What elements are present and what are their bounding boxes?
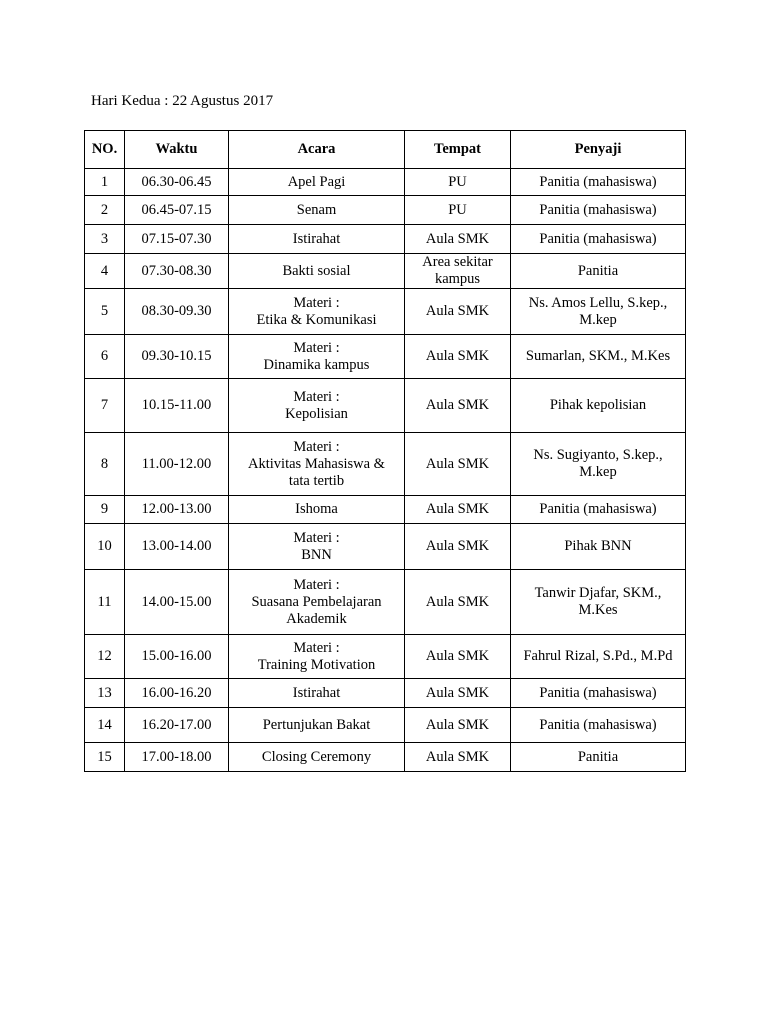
cell-tempat — [405, 743, 511, 772]
cell-waktu: 15.00-16.00 — [125, 635, 229, 679]
cell-no: 10 — [85, 524, 125, 570]
table-row — [85, 196, 686, 225]
cell-penyaji — [511, 570, 686, 635]
cell-acara-line: Senam — [296, 201, 337, 218]
cell-tempat-line: Aula SMK — [425, 397, 490, 413]
column-header-tempat: Tempat — [405, 131, 511, 169]
cell-tempat — [405, 379, 511, 433]
cell-waktu: 16.20-17.00 — [125, 708, 229, 743]
cell-penyaji-line: Panitia (mahasiswa) — [539, 716, 657, 733]
table-row — [85, 225, 686, 254]
table-row — [85, 708, 686, 743]
cell-penyaji-line: Pihak kepolisian — [549, 397, 647, 413]
cell-penyaji-line: Panitia (mahasiswa) — [539, 501, 657, 517]
table-row — [85, 743, 686, 772]
cell-waktu: 07.15-07.30 — [125, 225, 229, 254]
cell-acara-line: Materi : — [293, 388, 340, 405]
cell-acara-line: tata tertib — [288, 472, 345, 489]
cell-penyaji — [511, 196, 686, 225]
table-row — [85, 379, 686, 433]
cell-acara — [229, 225, 405, 254]
cell-tempat-line: Aula SMK — [425, 455, 490, 472]
cell-acara-line: Suasana Pembelajaran — [251, 593, 382, 610]
cell-waktu: 06.45-07.15 — [125, 196, 229, 225]
table-row — [85, 635, 686, 679]
cell-acara — [229, 254, 405, 289]
table-row — [85, 289, 686, 335]
table-header-row — [85, 131, 686, 169]
cell-waktu: 14.00-15.00 — [125, 570, 229, 635]
cell-tempat-line: kampus — [434, 271, 481, 287]
cell-penyaji-line: Ns. Amos Lellu, S.kep., — [528, 294, 668, 311]
cell-penyaji — [511, 289, 686, 335]
cell-penyaji-line: Panitia (mahasiswa) — [539, 173, 657, 190]
cell-tempat-line: Aula SMK — [425, 684, 490, 701]
cell-acara-line: Akademik — [286, 610, 347, 627]
cell-penyaji — [511, 335, 686, 379]
cell-acara — [229, 496, 405, 524]
table-body — [85, 169, 686, 772]
cell-penyaji — [511, 743, 686, 772]
cell-tempat — [405, 225, 511, 254]
cell-acara-line: Dinamika kampus — [263, 356, 370, 373]
cell-tempat-line: Aula SMK — [425, 593, 490, 610]
table-row — [85, 169, 686, 196]
cell-acara-line: Kepolisian — [285, 405, 348, 422]
cell-penyaji — [511, 679, 686, 708]
cell-tempat-line: Aula SMK — [425, 501, 490, 517]
cell-no: 4 — [85, 254, 125, 289]
cell-no: 12 — [85, 635, 125, 679]
cell-tempat-line: Aula SMK — [425, 348, 490, 364]
cell-tempat — [405, 496, 511, 524]
cell-penyaji-line: M.kep — [579, 311, 617, 328]
cell-tempat — [405, 335, 511, 379]
cell-waktu: 13.00-14.00 — [125, 524, 229, 570]
cell-no: 8 — [85, 433, 125, 496]
cell-penyaji — [511, 379, 686, 433]
cell-tempat-line: Aula SMK — [425, 748, 490, 765]
cell-penyaji-line: M.kep — [579, 464, 617, 480]
cell-tempat — [405, 679, 511, 708]
cell-penyaji-line: Ns. Sugiyanto, S.kep., — [533, 447, 663, 463]
cell-no: 2 — [85, 196, 125, 225]
cell-tempat-line: Area sekitar — [422, 254, 493, 270]
cell-acara-line: Materi : — [293, 529, 340, 546]
cell-acara-line: BNN — [301, 546, 332, 563]
cell-tempat-line: PU — [448, 173, 467, 190]
cell-tempat — [405, 169, 511, 196]
page-title: Hari Kedua : 22 Agustus 2017 — [91, 93, 274, 109]
cell-tempat — [405, 196, 511, 225]
cell-acara — [229, 743, 405, 772]
cell-acara-line: Etika & Komunikasi — [256, 311, 377, 328]
table-row — [85, 433, 686, 496]
cell-penyaji-line: Sumarlan, SKM., M.Kes — [525, 348, 671, 364]
column-header-acara: Acara — [229, 131, 405, 169]
cell-penyaji-line: Panitia (mahasiswa) — [539, 684, 657, 701]
cell-tempat — [405, 570, 511, 635]
cell-tempat-line: Aula SMK — [425, 303, 490, 319]
cell-tempat — [405, 635, 511, 679]
cell-waktu: 09.30-10.15 — [125, 335, 229, 379]
table-row — [85, 335, 686, 379]
cell-waktu: 06.30-06.45 — [125, 169, 229, 196]
cell-penyaji-line: M.Kes — [578, 602, 618, 618]
cell-tempat-line: Aula SMK — [425, 538, 490, 554]
cell-penyaji-line: Panitia (mahasiswa) — [539, 201, 657, 218]
cell-penyaji-line: Panitia (mahasiswa) — [539, 230, 657, 247]
cell-no: 11 — [85, 570, 125, 635]
cell-acara-line: Materi : — [293, 339, 340, 356]
cell-acara — [229, 679, 405, 708]
cell-acara — [229, 379, 405, 433]
cell-tempat-line: Aula SMK — [425, 716, 490, 733]
cell-waktu: 12.00-13.00 — [125, 496, 229, 524]
cell-acara — [229, 196, 405, 225]
column-header-penyaji: Penyaji — [511, 131, 686, 169]
cell-acara — [229, 433, 405, 496]
schedule-table — [84, 130, 686, 772]
cell-penyaji — [511, 254, 686, 289]
cell-acara-line: Materi : — [293, 294, 340, 311]
table-row — [85, 524, 686, 570]
cell-penyaji — [511, 169, 686, 196]
cell-waktu: 08.30-09.30 — [125, 289, 229, 335]
cell-tempat — [405, 708, 511, 743]
cell-waktu: 07.30-08.30 — [125, 254, 229, 289]
cell-acara-line: Aktivitas Mahasiswa & — [248, 455, 385, 472]
table-row — [85, 254, 686, 289]
cell-penyaji-line: Tanwir Djafar, SKM., — [534, 585, 662, 601]
cell-penyaji — [511, 524, 686, 570]
cell-acara-line: Materi : — [293, 639, 340, 656]
cell-acara — [229, 169, 405, 196]
column-header-no: NO. — [85, 131, 125, 169]
cell-waktu: 10.15-11.00 — [125, 379, 229, 433]
cell-acara-line: Istirahat — [292, 684, 341, 701]
cell-acara — [229, 635, 405, 679]
cell-acara-line: Pertunjukan Bakat — [262, 716, 371, 733]
cell-no: 6 — [85, 335, 125, 379]
cell-waktu: 17.00-18.00 — [125, 743, 229, 772]
cell-tempat — [405, 289, 511, 335]
cell-tempat-line: PU — [448, 201, 467, 218]
cell-acara-line: Training Motivation — [257, 656, 376, 673]
cell-penyaji — [511, 433, 686, 496]
cell-no: 14 — [85, 708, 125, 743]
cell-penyaji — [511, 496, 686, 524]
cell-waktu: 16.00-16.20 — [125, 679, 229, 708]
cell-no: 3 — [85, 225, 125, 254]
cell-penyaji-line: Panitia — [577, 262, 619, 279]
cell-penyaji-line: Panitia — [577, 748, 619, 765]
cell-acara-line: Istirahat — [292, 230, 341, 247]
cell-penyaji — [511, 635, 686, 679]
cell-acara — [229, 524, 405, 570]
cell-acara-line: Closing Ceremony — [261, 748, 372, 765]
cell-penyaji — [511, 708, 686, 743]
cell-tempat — [405, 433, 511, 496]
table-row — [85, 570, 686, 635]
cell-acara-line: Materi : — [293, 438, 340, 455]
cell-penyaji-line: Pihak BNN — [564, 538, 632, 554]
cell-acara-line: Materi : — [293, 576, 340, 593]
cell-acara-line: Apel Pagi — [287, 173, 346, 190]
cell-tempat — [405, 254, 511, 289]
cell-penyaji — [511, 225, 686, 254]
table-row — [85, 679, 686, 708]
cell-tempat — [405, 524, 511, 570]
cell-acara-line: Ishoma — [295, 501, 338, 517]
cell-tempat-line: Aula SMK — [425, 648, 490, 664]
cell-no: 5 — [85, 289, 125, 335]
cell-no: 1 — [85, 169, 125, 196]
cell-acara — [229, 708, 405, 743]
cell-penyaji-line: Fahrul Rizal, S.Pd., M.Pd — [523, 648, 673, 664]
cell-acara — [229, 335, 405, 379]
cell-tempat-line: Aula SMK — [425, 230, 490, 247]
cell-acara — [229, 289, 405, 335]
cell-acara — [229, 570, 405, 635]
table-row — [85, 496, 686, 524]
column-header-waktu: Waktu — [125, 131, 229, 169]
cell-no: 9 — [85, 496, 125, 524]
cell-no: 15 — [85, 743, 125, 772]
cell-waktu: 11.00-12.00 — [125, 433, 229, 496]
cell-no: 13 — [85, 679, 125, 708]
cell-acara-line: Bakti sosial — [282, 262, 351, 279]
cell-no: 7 — [85, 379, 125, 433]
